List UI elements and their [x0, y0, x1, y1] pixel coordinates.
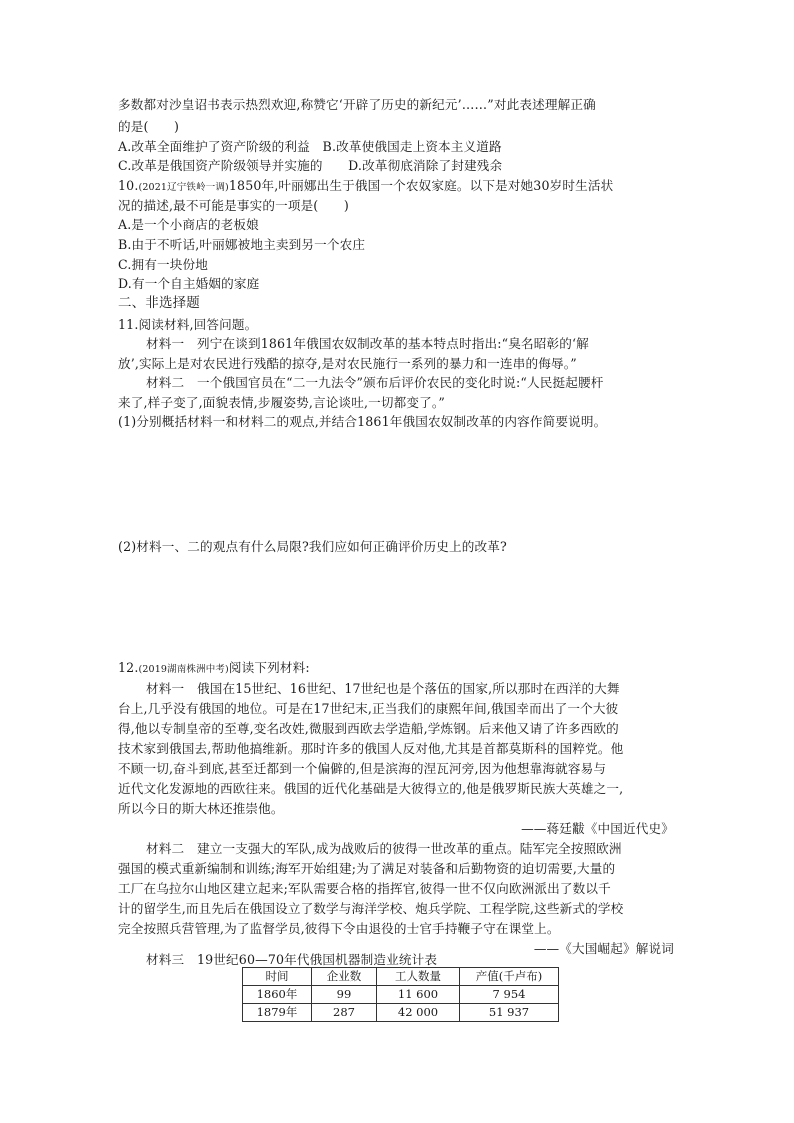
- table-header-cell: 产值(千卢布): [460, 968, 559, 986]
- q12-number: 12.: [118, 660, 139, 675]
- table-header-cell: 工人数量: [377, 968, 460, 986]
- q11-material2-line1: 材料二 一个俄国官员在“二一九法令”颁布后评价农民的变化时说:“人民挺起腰杆: [146, 375, 604, 390]
- table-cell: 7 954: [460, 986, 559, 1004]
- q12-material2-line: 完全按照兵营管理,为了监督学员,彼得下令由退役的士官手持鞭子守在课堂上。: [118, 921, 560, 936]
- q10-option-c: C.拥有一块份地: [118, 257, 208, 272]
- q12-intro: [118, 659, 310, 679]
- q12-material2-line: 工厂在乌拉尔山地区建立起来;军队需要合格的指挥官,彼得一世不仅向欧洲派出了数以千: [118, 881, 611, 896]
- q12-material1-line: 近代文化发源地的西欧往来。俄国的近代化基础是大彼得立的,他是俄罗斯民族大英雄之一,: [118, 781, 624, 796]
- table-cell: 287: [312, 1004, 377, 1022]
- table-row: [243, 986, 559, 1004]
- q9-options-cd: C.改革是俄国资产阶级领导并实施的 D.改革彻底消除了封建残余: [118, 158, 503, 173]
- q12-material1-line: 不顾一切,奋斗到底,甚至迁都到一个偏僻的,但是滨海的涅瓦河旁,因为他想靠海就容易与: [118, 761, 607, 776]
- table-cell: 99: [312, 986, 377, 1004]
- q12-material2-line: 计的留学生,而且先后在俄国设立了数学与海洋学校、炮兵学院、工程学院,这些新式的学校: [118, 901, 624, 916]
- table-header-cell: 时间: [243, 968, 312, 986]
- q12-material1-line: 得,他以专制皇帝的至尊,变名改姓,微服到西欧去学造船,学炼钢。后来他又请了许多西欧的: [118, 721, 619, 736]
- table-row: [243, 1004, 559, 1022]
- q11-material2-line2: 来了,样子变了,面貌表情,步履姿势,言论谈吐,一切都变了。”: [118, 395, 445, 410]
- q11-subquestion1: (1)分别概括材料一和材料二的观点,并结合1861年俄国农奴制改革的内容作简要说明。: [118, 414, 607, 429]
- table-cell: 42 000: [377, 1004, 460, 1022]
- q11-intro: 11.阅读材料,回答问题。: [118, 317, 258, 332]
- q9-stem-continued: 多数都对沙皇诏书表示热烈欢迎,称赞它‘开辟了历史的新纪元’……”对此表述理解正确: [118, 97, 596, 112]
- q12-material2-source: ——《大国崛起》解说词: [533, 941, 674, 956]
- q9-stem-end: 的是( ): [118, 119, 180, 134]
- table-cell: 51 937: [460, 1004, 559, 1022]
- table-cell: 1879年: [243, 1004, 312, 1022]
- q12-material1-line: 台上,几乎没有俄国的地位。可是在17世纪末,正当我们的康熙年间,俄国幸而出了一个大彼: [118, 701, 619, 716]
- q12-material2-line: 强国的模式重新编制和训练;海军开始组建;为了满足对装备和后勤物资的迫切需要,大量的: [118, 861, 616, 876]
- q10-stem-line2: 况的描述,最不可能是事实的一项是( ): [118, 198, 349, 213]
- q12-material3-title: 材料三 19世纪60—70年代俄国机器制造业统计表: [146, 952, 438, 967]
- q10-option-a: A.是一个小商店的老板娘: [118, 217, 259, 232]
- q10-number: 10.: [118, 178, 139, 193]
- q11-material1-line2: 放’,实际上是对农民进行残酷的掠夺,是对农民施行一系列的暴力和一连串的侮辱。”: [118, 356, 577, 371]
- table-header-row: [243, 968, 559, 986]
- machinery-stats-table: [242, 967, 559, 1022]
- q12-material1-line: 所以今日的斯大林还推崇他。: [118, 801, 284, 816]
- q12-source: (2019湖南株洲中考): [138, 664, 229, 675]
- q12-material1-source: ——蒋廷黻《中国近代史》: [521, 821, 674, 836]
- q10-source: (2021辽宁铁岭一调): [138, 182, 229, 193]
- q12-material2-line: 材料二 建立一支强大的军队,成为战败后的彼得一世改革的重点。陆军完全按照欧洲: [146, 841, 622, 856]
- q11-subquestion2: (2)材料一、二的观点有什么局限?我们应如何正确评价历史上的改革?: [118, 539, 507, 554]
- table-cell: 1860年: [243, 986, 312, 1004]
- section-heading: 二、非选择题: [118, 295, 200, 311]
- q10-option-d: D.有一个自主婚姻的家庭: [118, 276, 260, 291]
- table-header-cell: 企业数: [312, 968, 377, 986]
- q12-material1-line: 技术家到俄国去,帮助他搞维新。那时许多的俄国人反对他,尤其是首都莫斯科的国粹党。他: [118, 741, 624, 756]
- q10-stem-text: 1850年,叶丽娜出生于俄国一个农奴家庭。以下是对她30岁时生活状: [228, 178, 614, 193]
- q10-stem-line1: [118, 177, 613, 197]
- q10-option-b: B.由于不听话,叶丽娜被地主卖到另一个农庄: [118, 237, 366, 252]
- q12-intro-text: 阅读下列材料:: [228, 660, 310, 675]
- q12-material1-line: 材料一 俄国在15世纪、16世纪、17世纪也是个落伍的国家,所以那时在西洋的大舞: [146, 681, 620, 696]
- q9-options-ab: A.改革全面维护了资产阶级的利益 B.改革使俄国走上资本主义道路: [118, 139, 502, 154]
- q11-material1-line1: 材料一 列宁在谈到1861年俄国农奴制改革的基本特点时指出:“臭名昭彰的‘解: [146, 336, 589, 351]
- table-cell: 11 600: [377, 986, 460, 1004]
